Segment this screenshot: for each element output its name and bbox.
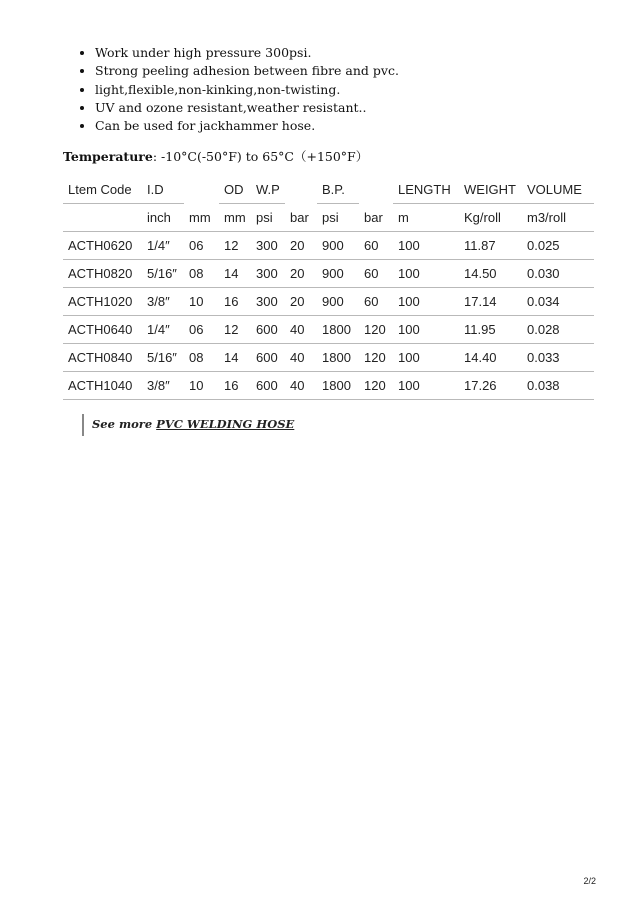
cell-weight: 11.95 (459, 316, 522, 344)
cell-id-mm: 08 (184, 260, 219, 288)
cell-id-inch: 5/16″ (142, 344, 184, 372)
cell-item-code: ACTH0640 (63, 316, 142, 344)
unit-weight: Kg/roll (459, 204, 522, 232)
cell-wp-bar: 20 (285, 288, 317, 316)
cell-item-code: ACTH1020 (63, 288, 142, 316)
cell-id-mm: 06 (184, 232, 219, 260)
cell-wp-bar: 40 (285, 344, 317, 372)
spec-table (63, 176, 594, 400)
temperature-line (63, 147, 368, 165)
see-more-callout (82, 414, 294, 436)
header-volume: VOLUME (522, 176, 594, 204)
header-weight: WEIGHT (459, 176, 522, 204)
cell-id-inch: 5/16″ (142, 260, 184, 288)
feature-list (78, 44, 399, 135)
feature-item: • Can be used for jackhammer hose. (95, 117, 399, 135)
cell-bp-psi: 900 (317, 232, 359, 260)
cell-wp-bar: 20 (285, 232, 317, 260)
table-header-row (63, 176, 594, 204)
cell-wp-psi: 300 (251, 260, 285, 288)
units-blank (63, 204, 142, 232)
cell-item-code: ACTH0620 (63, 232, 142, 260)
unit-wp-bar: bar (285, 204, 317, 232)
cell-od-mm: 14 (219, 260, 251, 288)
cell-id-mm: 10 (184, 372, 219, 400)
table-units-row (63, 204, 594, 232)
cell-bp-bar: 60 (359, 288, 393, 316)
cell-od-mm: 16 (219, 288, 251, 316)
see-more-prefix: See more (92, 417, 153, 431)
temperature-label: Temperature (63, 149, 153, 164)
page-number: 2/2 (583, 876, 596, 886)
table-row (63, 260, 594, 288)
cell-weight: 14.50 (459, 260, 522, 288)
cell-bp-psi: 900 (317, 260, 359, 288)
cell-volume: 0.038 (522, 372, 594, 400)
cell-length: 100 (393, 260, 459, 288)
cell-wp-bar: 20 (285, 260, 317, 288)
cell-length: 100 (393, 344, 459, 372)
header-wp: W.P (251, 176, 285, 204)
cell-length: 100 (393, 372, 459, 400)
cell-od-mm: 16 (219, 372, 251, 400)
cell-wp-bar: 40 (285, 372, 317, 400)
cell-bp-bar: 120 (359, 316, 393, 344)
cell-volume: 0.025 (522, 232, 594, 260)
feature-item: • Work under high pressure 300psi. (95, 44, 399, 62)
header-id-blank (184, 176, 219, 204)
unit-wp-psi: psi (251, 204, 285, 232)
cell-weight: 14.40 (459, 344, 522, 372)
cell-volume: 0.034 (522, 288, 594, 316)
cell-volume: 0.030 (522, 260, 594, 288)
cell-weight: 11.87 (459, 232, 522, 260)
cell-bp-psi: 900 (317, 288, 359, 316)
unit-od-mm: mm (219, 204, 251, 232)
cell-item-code: ACTH0840 (63, 344, 142, 372)
unit-volume: m3/roll (522, 204, 594, 232)
cell-id-mm: 08 (184, 344, 219, 372)
cell-id-inch: 3/8″ (142, 372, 184, 400)
see-more-link[interactable]: PVC WELDING HOSE (156, 417, 295, 431)
cell-weight: 17.14 (459, 288, 522, 316)
cell-wp-psi: 600 (251, 344, 285, 372)
cell-bp-bar: 60 (359, 260, 393, 288)
cell-wp-psi: 300 (251, 288, 285, 316)
cell-id-inch: 1/4″ (142, 316, 184, 344)
cell-wp-psi: 600 (251, 316, 285, 344)
cell-id-mm: 10 (184, 288, 219, 316)
cell-id-inch: 1/4″ (142, 232, 184, 260)
feature-item: • Strong peeling adhesion between fibre and pvc. (95, 62, 399, 80)
cell-od-mm: 12 (219, 316, 251, 344)
cell-bp-bar: 120 (359, 344, 393, 372)
cell-bp-bar: 120 (359, 372, 393, 400)
cell-length: 100 (393, 288, 459, 316)
cell-wp-bar: 40 (285, 316, 317, 344)
unit-id-inch: inch (142, 204, 184, 232)
table-row (63, 288, 594, 316)
feature-item: • UV and ozone resistant,weather resistant.. (95, 99, 399, 117)
header-item-code: Ltem Code (63, 176, 142, 204)
cell-weight: 17.26 (459, 372, 522, 400)
table-row (63, 344, 594, 372)
header-wp-blank (285, 176, 317, 204)
cell-bp-psi: 1800 (317, 316, 359, 344)
header-length: LENGTH (393, 176, 459, 204)
unit-id-mm: mm (184, 204, 219, 232)
cell-wp-psi: 600 (251, 372, 285, 400)
cell-length: 100 (393, 316, 459, 344)
table-row (63, 372, 594, 400)
cell-length: 100 (393, 232, 459, 260)
header-id: I.D (142, 176, 184, 204)
header-bp: B.P. (317, 176, 359, 204)
header-bp-blank (359, 176, 393, 204)
cell-bp-bar: 60 (359, 232, 393, 260)
feature-item: • light,flexible,non-kinking,non-twisting. (95, 81, 399, 99)
cell-od-mm: 12 (219, 232, 251, 260)
unit-bp-psi: psi (317, 204, 359, 232)
cell-wp-psi: 300 (251, 232, 285, 260)
cell-bp-psi: 1800 (317, 344, 359, 372)
cell-item-code: ACTH0820 (63, 260, 142, 288)
cell-id-mm: 06 (184, 316, 219, 344)
cell-volume: 0.033 (522, 344, 594, 372)
cell-bp-psi: 1800 (317, 372, 359, 400)
unit-bp-bar: bar (359, 204, 393, 232)
table-row (63, 316, 594, 344)
temperature-value: : -10°C(-50°F) to 65°C（+150°F） (152, 149, 369, 164)
cell-volume: 0.028 (522, 316, 594, 344)
header-od: OD (219, 176, 251, 204)
cell-id-inch: 3/8″ (142, 288, 184, 316)
table-row (63, 232, 594, 260)
cell-od-mm: 14 (219, 344, 251, 372)
cell-item-code: ACTH1040 (63, 372, 142, 400)
unit-length-m: m (393, 204, 459, 232)
